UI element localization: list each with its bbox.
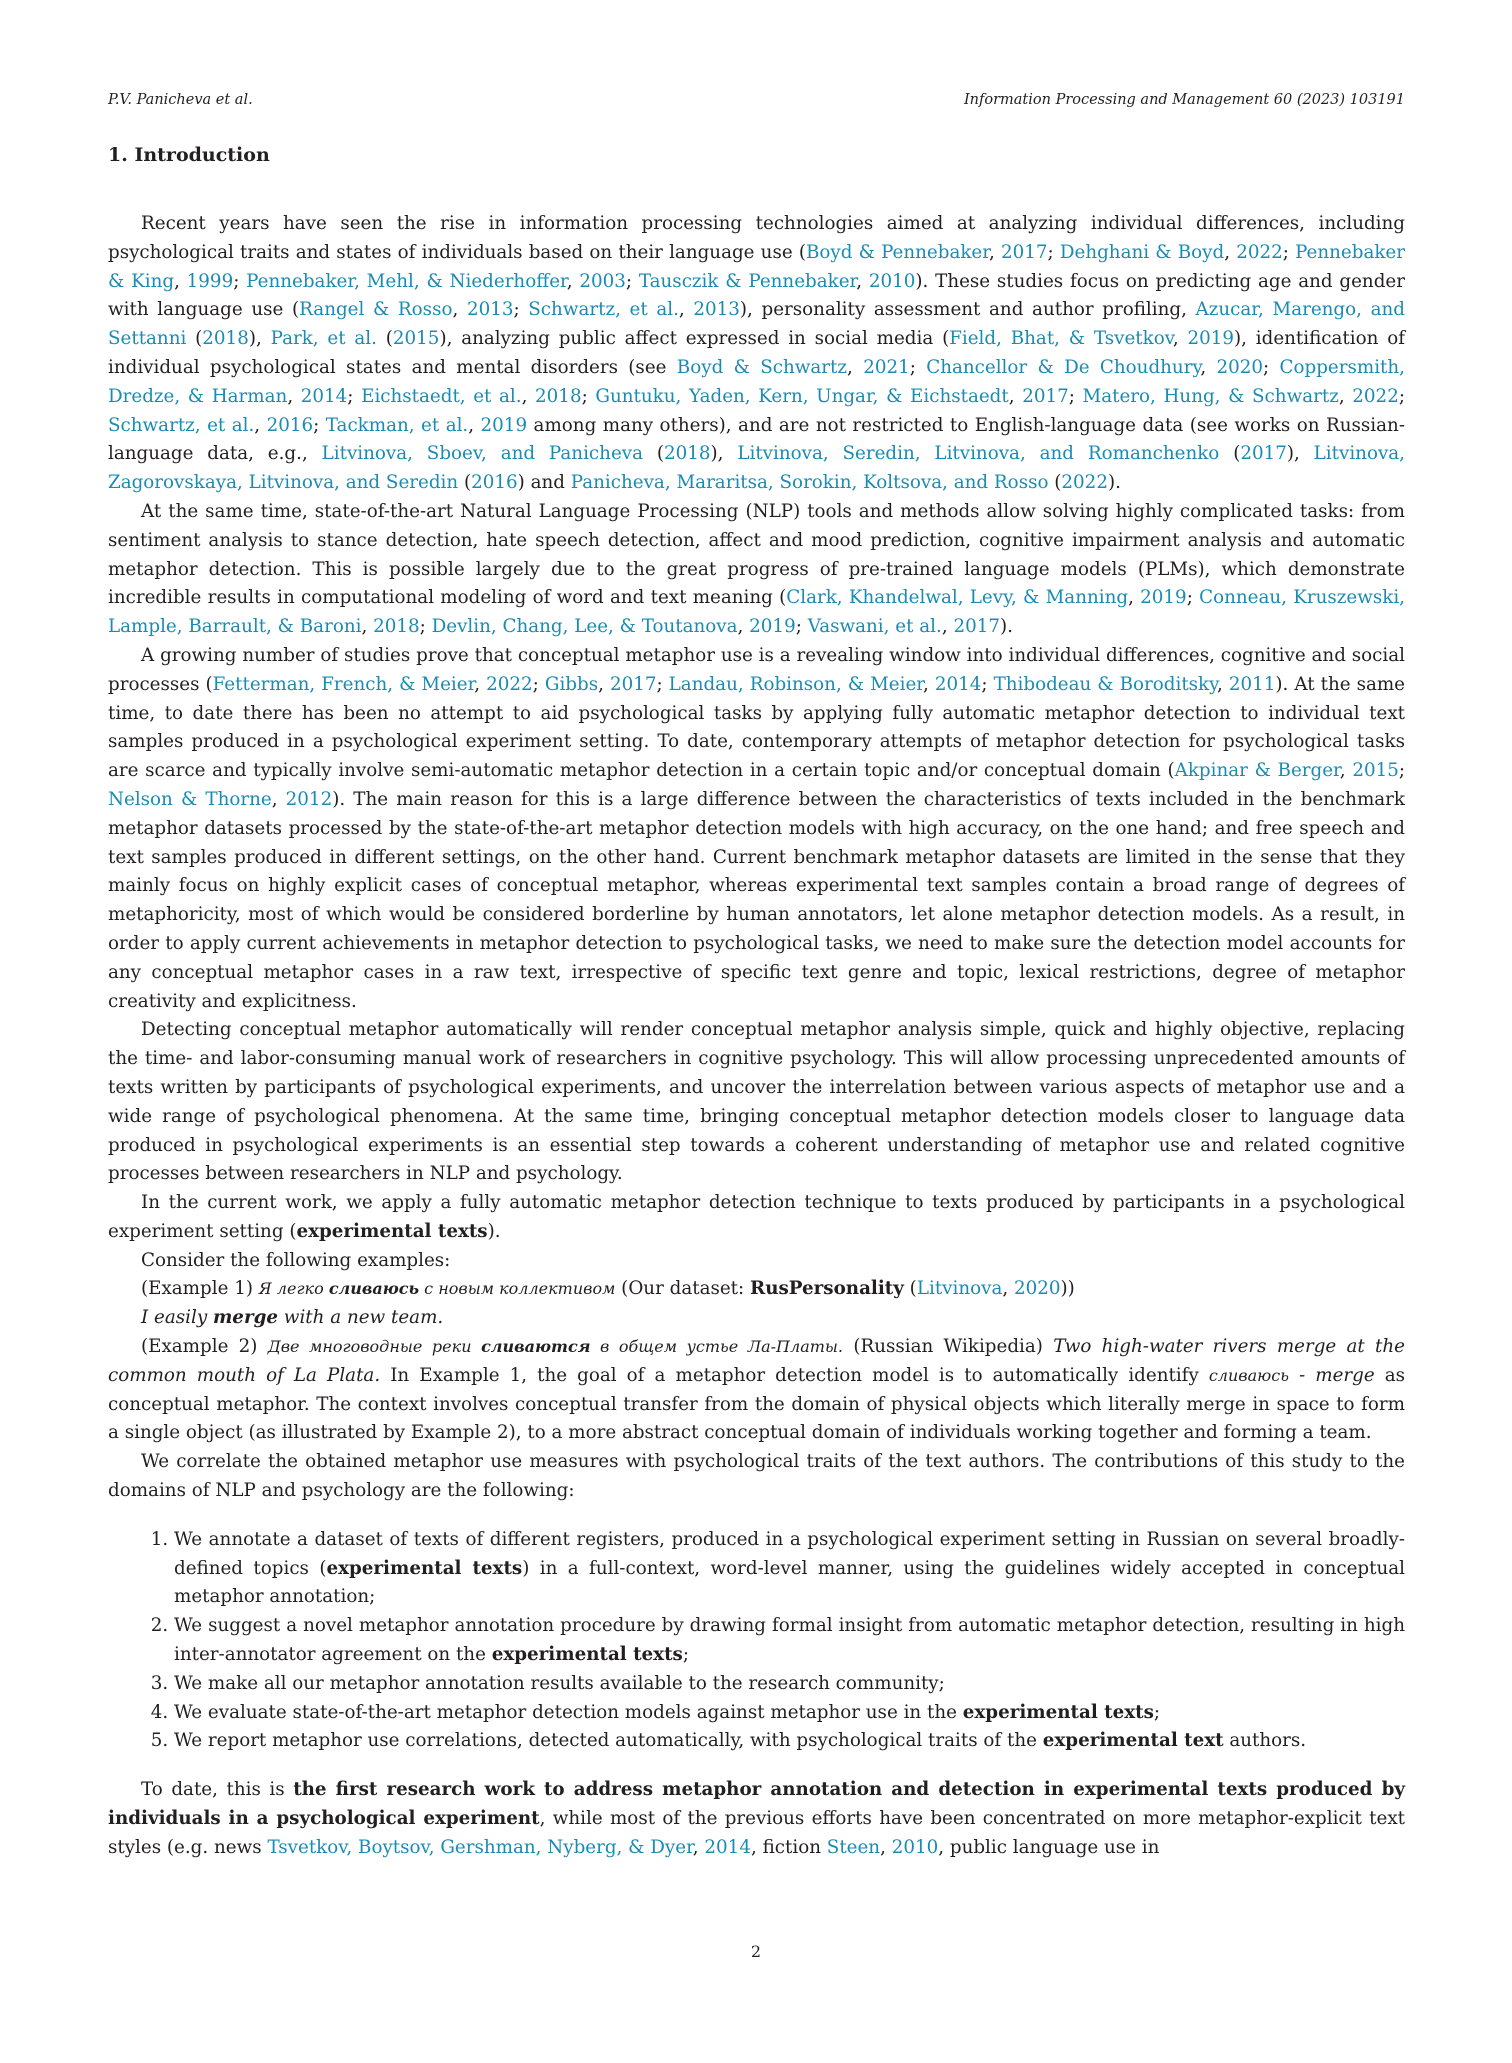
- example-1: [108, 1275, 1405, 1304]
- text-run: ,: [361, 616, 374, 638]
- text-run: Two high-water rivers merge at the common mouth of La Plata.: [108, 1336, 1405, 1386]
- text-run: the first research work to address metaphor annotation and detection in experimental texts produced by individuals in a psychological experiment: [108, 1779, 1405, 1830]
- citation-link[interactable]: Guntuku, Yaden, Kern, Ungar, & Eichstaedt: [595, 385, 1009, 407]
- text-run: We annotate a dataset of texts of different registers, produced in a psychological experiment setting in Russian on several broadly-defined topics (: [174, 1528, 1405, 1579]
- text-run: ,: [287, 385, 301, 407]
- citation-link[interactable]: 2017: [953, 616, 1000, 638]
- citation-link[interactable]: 2019: [1140, 587, 1187, 609]
- text-run: ). These studies focus on predicting age and gender with language use (: [108, 270, 1405, 321]
- citation-link[interactable]: Pennebaker & King: [108, 241, 1405, 292]
- text-run: (Russian Wikipedia): [843, 1336, 1054, 1358]
- citation-link[interactable]: 2017: [609, 673, 657, 695]
- citation-link[interactable]: Park, et al.: [270, 328, 377, 350]
- text-run: We report metaphor use correlations, detected automatically, with psychological traits of the: [174, 1730, 1043, 1752]
- text-run: Recent years have seen the rise in information processing technologies aimed at analyzing individual differences, including psychological traits and states of individuals based on their language use (: [108, 213, 1405, 263]
- text-run: )): [1060, 1278, 1075, 1300]
- text-run: , fiction: [750, 1836, 827, 1858]
- list-item: [174, 1670, 1405, 1699]
- text-run: ;: [532, 673, 545, 695]
- article-body: [108, 140, 1405, 1863]
- text-run: among many others), and are not restricted to English-language data (see works on Russian-language data, e.g.,: [108, 414, 1405, 465]
- citation-link[interactable]: Steen: [826, 1836, 881, 1858]
- paragraph: [108, 1189, 1405, 1247]
- citation-link[interactable]: Gibbs: [544, 673, 599, 695]
- section-title: 1. Introduction: [108, 144, 270, 166]
- text-run: ),: [1286, 443, 1314, 465]
- list-item: [174, 1699, 1405, 1728]
- text-run: , while most of the previous efforts have been concentrated on more metaphor-explicit text styles (e.g. news: [108, 1808, 1406, 1858]
- text-run: ;: [513, 299, 529, 321]
- text-run: ;: [1047, 241, 1060, 263]
- citation-link[interactable]: Conneau, Kruszewski, Lample, Barrault, & Baroni: [108, 587, 1405, 638]
- text-run: (Example 1): [141, 1278, 259, 1300]
- text-run: ;: [581, 385, 596, 407]
- citation-link[interactable]: 2013: [693, 299, 740, 321]
- text-run: We make all our metaphor annotation results available to the research community;: [174, 1672, 945, 1694]
- text-run: ;: [795, 616, 808, 638]
- citation-link[interactable]: Field, Bhat, & Tsvetkov: [949, 328, 1173, 350]
- example-2: [108, 1333, 1405, 1448]
- text-run: ),: [248, 328, 271, 350]
- citation-link[interactable]: 2014: [704, 1836, 751, 1858]
- citation-link[interactable]: Clark, Khandelwal, Levy, & Manning: [786, 587, 1129, 609]
- citation-link[interactable]: Devlin, Chang, Lee, & Toutanova: [431, 616, 738, 638]
- citation-link[interactable]: 2020: [1216, 356, 1264, 378]
- header-journal: Information Processing and Management 60 (2023) 103191: [963, 92, 1405, 108]
- citation-link[interactable]: 2011: [1228, 673, 1276, 695]
- citation-link[interactable]: Eichstaedt, et al.: [361, 385, 522, 407]
- text-run: ).: [999, 616, 1013, 638]
- list-item: [174, 1526, 1405, 1612]
- text-run: ;: [1186, 587, 1200, 609]
- page-number: 2: [750, 1942, 762, 1961]
- text-run: (: [903, 1278, 917, 1300]
- text-run: Detecting conceptual metaphor automatically will render conceptual metaphor analysis simple, quick and highly objective, replacing the time- and labor-consuming manual work of researchers in cognitive psychology. This will allow processing unprecedented amounts of texts written by participants of psychological experiments, and uncover the interrelation between various aspects of metaphor use and a wide range of psychological phenomena. At the same time, bringing conceptual metaphor detection models closer to language data produced in psychological experiments is an essential step towards a coherent understanding of metaphor use and related cognitive processes between researchers in NLP and psychology.: [108, 1019, 1405, 1185]
- citation-link[interactable]: 2020: [1013, 1278, 1061, 1300]
- text-run: In the current work, we apply a fully automatic metaphor detection technique to texts produced by participants in a psychological experiment setting (: [108, 1192, 1405, 1242]
- text-run: ;: [1153, 1701, 1161, 1723]
- text-run: ,: [923, 673, 935, 695]
- text-run: ,: [474, 673, 487, 695]
- text-run: ,: [847, 356, 864, 378]
- text-run: In Example 1, the goal of a metaphor detection model is to automatically identify: [380, 1364, 1209, 1386]
- text-run: ;: [909, 356, 927, 378]
- citation-link[interactable]: 2018: [202, 328, 249, 350]
- list-item: [174, 1612, 1405, 1670]
- text-run: ) in a full-context, word-level manner, using the guidelines widely accepted in conceptual metaphor annotation;: [174, 1557, 1405, 1608]
- text-run: ;: [656, 673, 669, 695]
- citation-link[interactable]: 2021: [863, 356, 910, 378]
- text-run: experimental text: [1042, 1730, 1224, 1752]
- citation-link[interactable]: 2017: [1022, 385, 1069, 407]
- russian-text: сливаюсь: [328, 1279, 420, 1299]
- text-run: (Our dataset:: [615, 1278, 750, 1300]
- citation-link[interactable]: Akpinar & Berger: [1174, 760, 1340, 782]
- citation-link[interactable]: 2022: [486, 673, 533, 695]
- text-run: ,: [1338, 385, 1353, 407]
- text-run: - merge: [1288, 1364, 1375, 1386]
- citation-link[interactable]: 2022: [1352, 385, 1399, 407]
- text-run: ),: [710, 443, 738, 465]
- text-run: ,: [1200, 356, 1217, 378]
- russian-text: сливаюсь: [1208, 1365, 1289, 1385]
- citation-link[interactable]: Panicheva, Mararitsa, Sorokin, Koltsova, and Rosso: [570, 472, 1049, 494]
- text-run: ,: [692, 1836, 705, 1858]
- citation-link[interactable]: 2017: [1000, 241, 1048, 263]
- citation-link[interactable]: 2019: [749, 616, 796, 638]
- example-1-translation: [108, 1304, 1405, 1333]
- text-run: ;: [1068, 385, 1083, 407]
- text-run: ;: [682, 1644, 689, 1666]
- russian-text: сливаются: [481, 1337, 591, 1357]
- citation-link[interactable]: 2013: [466, 299, 514, 321]
- text-run: with a new team.: [278, 1307, 444, 1329]
- text-run: ,: [1008, 385, 1023, 407]
- paragraph: [108, 1448, 1405, 1506]
- text-run: I easily: [141, 1307, 213, 1329]
- paragraph: [108, 642, 1405, 1016]
- citation-link[interactable]: 2015: [1352, 760, 1399, 782]
- text-run: ;: [1398, 760, 1406, 782]
- citation-link[interactable]: 2003: [579, 270, 626, 292]
- text-run: RusPersonality: [750, 1278, 904, 1300]
- list-item: [174, 1727, 1405, 1756]
- text-run: ,: [737, 616, 750, 638]
- text-run: ,: [271, 788, 286, 810]
- citation-link[interactable]: Tackman, et al.: [325, 414, 469, 436]
- citation-link[interactable]: 2012: [285, 788, 333, 810]
- text-run: ) and: [517, 472, 571, 494]
- text-run: ).: [487, 1220, 501, 1242]
- text-run: ,: [598, 673, 610, 695]
- citation-link[interactable]: Fetterman, French, & Meier: [212, 673, 475, 695]
- text-run: ,: [1172, 328, 1188, 350]
- citation-link[interactable]: 2018: [664, 443, 711, 465]
- paragraph: [108, 1247, 1405, 1276]
- text-run: (: [376, 328, 393, 350]
- running-header: [108, 92, 1405, 116]
- paragraph: [108, 210, 1405, 498]
- text-run: A growing number of studies prove that conceptual metaphor use is a revealing window into individual differences, cognitive and social processes (: [108, 644, 1405, 695]
- text-run: experimental texts: [326, 1557, 523, 1579]
- text-run: (Example 2): [141, 1336, 268, 1358]
- text-run: ,: [988, 241, 1001, 263]
- citation-link[interactable]: 2015: [392, 328, 440, 350]
- text-run: ;: [1282, 241, 1296, 263]
- text-run: ,: [1217, 673, 1229, 695]
- text-run: ,: [1339, 760, 1353, 782]
- russian-text: Я легко: [258, 1279, 329, 1299]
- text-run: merge: [212, 1307, 278, 1329]
- citation-link[interactable]: Boyd & Pennebaker: [805, 241, 989, 263]
- citation-link[interactable]: Tsvetkov, Boytsov, Gershman, Nyberg, & Dyer: [267, 1836, 693, 1858]
- text-run: ,: [174, 270, 187, 292]
- text-run: ;: [1398, 385, 1405, 407]
- text-run: ;: [1263, 356, 1280, 378]
- citation-link[interactable]: Rangel & Rosso: [299, 299, 453, 321]
- text-run: , public language use in: [938, 1836, 1160, 1858]
- citation-link[interactable]: Boyd & Schwartz: [676, 356, 848, 378]
- citation-link[interactable]: Coppersmith, Dredze, & Harman: [108, 356, 1405, 407]
- text-run: ,: [1128, 587, 1141, 609]
- text-run: ;: [313, 414, 326, 436]
- text-run: (: [1219, 443, 1241, 465]
- text-run: ). The main reason for this is a large difference between the characteristics of texts included in the benchmark metaphor datasets processed by the state-of-the-art metaphor detection models with high accuracy, on the one hand; and free speech and text samples produced in different settings, on the other hand. Current benchmark metaphor datasets are limited in the sense that they mainly focus on highly explicit cases of conceptual metaphor, whereas experimental text samples contain a broad range of degrees of metaphoricity, most of which would be considered borderline by human annotators, let alone metaphor detection models. As a result, in order to apply current achievements in metaphor detection to psychological tasks, we need to make sure the detection model accounts for any conceptual metaphor cases in a raw text, irrespective of specific text genre and topic, lexical restrictions, degree of metaphor creativity and explicitness.: [108, 788, 1405, 1012]
- text-run: ), personality assessment and author profiling,: [739, 299, 1196, 321]
- citation-link[interactable]: Nelson & Thorne: [108, 788, 272, 810]
- citation-link[interactable]: Landau, Robinson, & Meier: [668, 673, 923, 695]
- citation-link[interactable]: Litvinova, Zagorovskaya, Litvinova, and Seredin: [108, 443, 1405, 494]
- citation-link[interactable]: 2022: [1236, 241, 1283, 263]
- text-run: We correlate the obtained metaphor use measures with psychological traits of the text authors. The contributions of this study to the domains of NLP and psychology are the following:: [108, 1451, 1405, 1502]
- russian-text: Две многоводные реки: [267, 1337, 482, 1357]
- text-run: ;: [981, 673, 994, 695]
- citation-link[interactable]: 2019: [1187, 328, 1235, 350]
- text-run: ,: [880, 1836, 892, 1858]
- header-authors: P.V. Panicheva et al.: [108, 92, 253, 108]
- citation-link[interactable]: 2014: [300, 385, 348, 407]
- text-run: experimental texts: [962, 1701, 1154, 1723]
- citation-link[interactable]: Chancellor & De Choudhury: [926, 356, 1201, 378]
- text-run: ,: [856, 270, 869, 292]
- text-run: authors.: [1223, 1730, 1307, 1752]
- paragraph: [108, 1016, 1405, 1189]
- citation-link[interactable]: 2018: [535, 385, 582, 407]
- text-run: We suggest a novel metaphor annotation procedure by drawing formal insight from automatic metaphor detection, resulting in high inter-annotator agreement on the: [174, 1615, 1405, 1666]
- citation-link[interactable]: 2014: [934, 673, 982, 695]
- citation-link[interactable]: 1999: [186, 270, 234, 292]
- text-run: ,: [468, 414, 481, 436]
- text-run: ;: [419, 616, 432, 638]
- text-run: At the same time, state-of-the-art Natural Language Processing (NLP) tools and methods allow solving highly complicated tasks: from sentiment analysis to stance detection, hate speech detection, affect and mood prediction, cognitive impairment analysis and automatic metaphor detection. This is possible largely due to the great progress of pre-trained language models (PLMs), which demonstrate incredible results in computational modeling of word and text meaning (: [108, 500, 1405, 609]
- text-run: ,: [452, 299, 467, 321]
- text-run: (: [643, 443, 664, 465]
- citation-link[interactable]: 2010: [868, 270, 916, 292]
- text-run: (: [458, 472, 472, 494]
- citation-link[interactable]: Matero, Hung, & Schwartz: [1082, 385, 1339, 407]
- citation-link[interactable]: Azucar, Marengo, and Settanni: [108, 299, 1405, 350]
- citation-link[interactable]: Litvinova, Sboev, and Panicheva: [321, 443, 643, 465]
- text-run: ). At the same time, to date there has been no attempt to aid psychological tasks by applying fully automatic metaphor detection to individual text samples produced in a psychological experiment setting. To date, contemporary attempts of metaphor detection for psychological tasks are scarce and typically involve semi-automatic metaphor detection in a certain topic and/or conceptual domain (: [108, 673, 1406, 782]
- text-run: (: [186, 328, 203, 350]
- text-run: as conceptual metaphor. The context involves conceptual transfer from the domain of physical objects which literally merge in space to form a single object (as illustrated by Example 2), to a more abstract conceptual domain of individuals working together and forming a team.: [108, 1364, 1406, 1444]
- citation-link[interactable]: Litvinova, Seredin, Litvinova, and Romanchenko: [737, 443, 1220, 465]
- text-run: ,: [566, 270, 580, 292]
- citation-link[interactable]: Vaswani, et al.: [807, 616, 942, 638]
- text-run: ,: [521, 385, 536, 407]
- citation-link[interactable]: Litvinova: [916, 1278, 1003, 1300]
- citation-link[interactable]: 2016: [266, 414, 314, 436]
- text-run: ,: [1002, 1278, 1014, 1300]
- text-run: ;: [233, 270, 247, 292]
- citation-link[interactable]: Dehghani & Boyd: [1059, 241, 1225, 263]
- citation-link[interactable]: Pennebaker, Mehl, & Niederhoffer: [246, 270, 567, 292]
- text-run: experimental texts: [491, 1644, 683, 1666]
- text-run: (: [1048, 472, 1062, 494]
- contributions-list: [108, 1526, 1405, 1756]
- text-run: ), analyzing public affect expressed in social media (: [439, 328, 950, 350]
- citation-link[interactable]: 2016: [471, 472, 518, 494]
- paragraph: [108, 498, 1405, 642]
- russian-text: в общем устье Ла-Платы.: [590, 1337, 844, 1357]
- text-run: ;: [625, 270, 639, 292]
- citation-link[interactable]: 2018: [373, 616, 420, 638]
- text-run: ).: [1107, 472, 1121, 494]
- citation-link[interactable]: Schwartz, et al.: [528, 299, 679, 321]
- text-run: ,: [1224, 241, 1237, 263]
- citation-link[interactable]: 2010: [891, 1836, 939, 1858]
- citation-link[interactable]: 2019: [480, 414, 528, 436]
- text-run: ,: [678, 299, 694, 321]
- text-run: Consider the following examples:: [141, 1249, 451, 1271]
- text-run: ,: [254, 414, 267, 436]
- paragraph: [108, 1776, 1405, 1862]
- citation-link[interactable]: 2017: [1240, 443, 1287, 465]
- text-run: We evaluate state-of-the-art metaphor detection models against metaphor use in the: [174, 1701, 963, 1723]
- russian-text: с новым коллективом: [419, 1279, 616, 1299]
- text-run: ;: [347, 385, 362, 407]
- citation-link[interactable]: 2022: [1061, 472, 1108, 494]
- citation-link[interactable]: Schwartz, et al.: [108, 414, 255, 436]
- text-run: experimental texts: [296, 1220, 488, 1242]
- citation-link[interactable]: Tausczik & Pennebaker: [638, 270, 857, 292]
- citation-link[interactable]: Thibodeau & Boroditsky: [993, 673, 1218, 695]
- text-run: ,: [941, 616, 954, 638]
- text-run: To date, this is: [141, 1779, 294, 1801]
- text-run: ), identification of individual psychological states and mental disorders (see: [108, 328, 1405, 378]
